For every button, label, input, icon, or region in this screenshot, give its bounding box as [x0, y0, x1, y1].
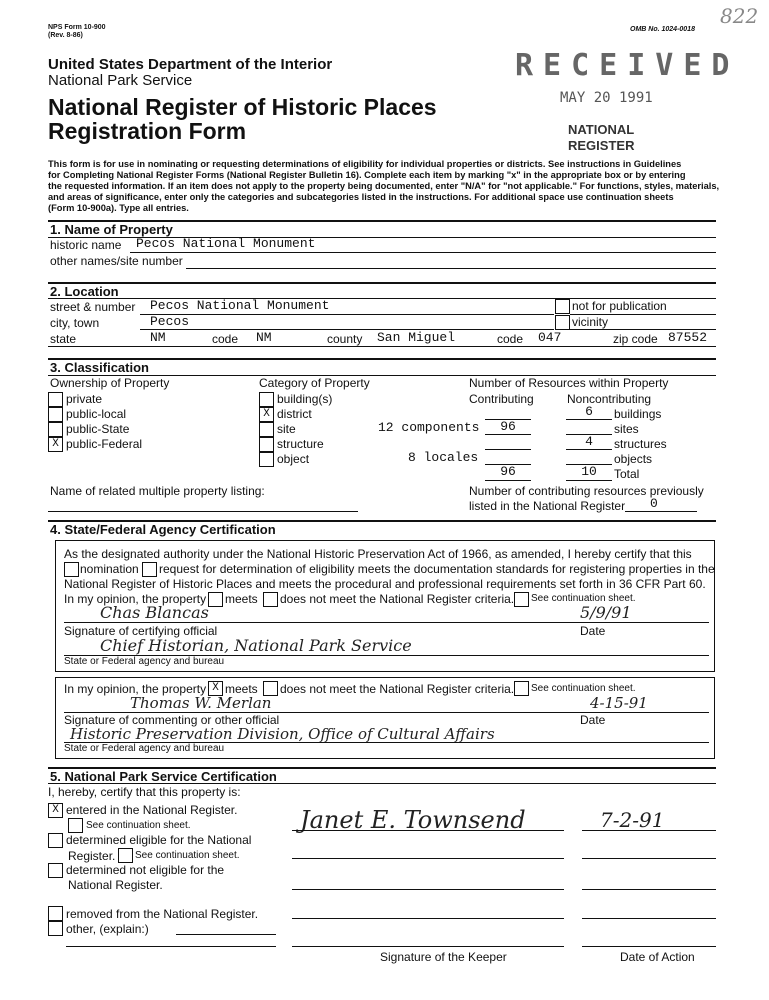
historic-name-label: historic name	[50, 238, 122, 252]
resource-row-label: structures	[614, 437, 667, 451]
certifying-agency[interactable]: Chief Historian, National Park Service	[100, 636, 412, 655]
city-value[interactable]: Pecos	[150, 314, 190, 329]
category-label: building(s)	[277, 392, 333, 406]
resources-heading: Number of Resources within Property	[469, 376, 669, 390]
not-eligible-label-2: National Register.	[68, 878, 163, 892]
certification-text-2: request for determination of eligibility meets the documentation standards for registering properties in the	[159, 562, 715, 576]
instructions-line: (Form 10-900a). Type all entries.	[48, 203, 189, 213]
entered-label: entered in the National Register.	[66, 803, 238, 817]
instructions-line: for Completing National Register Forms (National Register Bulletin 16). Complete each item by marking "x" in the appropriate box or by entering	[48, 170, 686, 180]
agency-name: National Park Service	[48, 72, 193, 89]
not-meets-label-1: does not meet the National Register criteria.	[280, 592, 515, 606]
section-2-heading: 2. Location	[50, 284, 119, 299]
certifying-signature-label: Signature of certifying official	[64, 624, 218, 638]
meets-checkbox-1[interactable]	[208, 592, 223, 607]
category-checkbox-district[interactable]: X	[259, 407, 274, 422]
state-label: state	[50, 332, 77, 346]
vicinity-checkbox[interactable]	[555, 315, 570, 330]
section-5-heading: 5. National Park Service Certification	[50, 769, 277, 784]
department-name: United States Department of the Interior	[48, 56, 333, 73]
certification-text-1: As the designated authority under the National Historic Preservation Act of 1966, as amended, I hereby certify that this	[64, 547, 692, 561]
not-for-publication-label: not for publication	[572, 299, 667, 313]
not-eligible-checkbox[interactable]	[48, 863, 63, 878]
category-label: district	[277, 407, 312, 421]
continuation-label-1: See continuation sheet.	[531, 593, 636, 604]
category-label: site	[277, 422, 296, 436]
ownership-checkbox-public-state[interactable]	[48, 422, 63, 437]
continuation-checkbox-3[interactable]	[68, 818, 83, 833]
not-for-publication-checkbox[interactable]	[555, 299, 570, 314]
ownership-checkbox-public-local[interactable]	[48, 407, 63, 422]
removed-label: removed from the National Register.	[66, 907, 259, 921]
vicinity-label: vicinity	[572, 315, 609, 329]
opinion-label-1: In my opinion, the property	[64, 592, 207, 606]
section-1-heading: 1. Name of Property	[50, 222, 173, 237]
request-checkbox[interactable]	[142, 562, 157, 577]
continuation-label-4: See continuation sheet.	[135, 850, 240, 861]
certifying-signature[interactable]: Chas Blancas	[100, 603, 209, 622]
instructions-line: and areas of significance, enter only the categories and subcategories listed in the instructions. For additional space use continuation sheets	[48, 192, 674, 202]
opinion-label-2: In my opinion, the property	[64, 682, 207, 696]
resource-row-label: sites	[614, 422, 639, 436]
instructions-line: the requested information. If an item does not apply to the property being documented, enter "N/A" for "not applicable." For functions, styles, materials,	[48, 181, 720, 191]
category-checkbox-object[interactable]	[259, 452, 274, 467]
eligible-label: determined eligible for the National	[66, 833, 252, 847]
continuation-checkbox-2[interactable]	[514, 681, 529, 696]
state-value[interactable]: NM	[150, 330, 166, 345]
resource-row-label: buildings	[614, 407, 662, 421]
category-label: structure	[277, 437, 324, 451]
meets-label-2: meets	[225, 682, 258, 696]
nomination-checkbox[interactable]	[64, 562, 79, 577]
meets-label-1: meets	[225, 592, 258, 606]
section-3-heading: 3. Classification	[50, 360, 149, 375]
sites-note: 12 components	[378, 420, 480, 435]
other-label: other, (explain:)	[66, 922, 149, 936]
category-heading: Category of Property	[259, 376, 370, 390]
state-code-value[interactable]: NM	[256, 330, 272, 345]
action-date-label: Date of Action	[620, 950, 695, 964]
category-checkbox-structure[interactable]	[259, 437, 274, 452]
form-title-line1: National Register of Historic Places	[48, 94, 437, 120]
previously-listed-label-2: listed in the National Register	[469, 499, 626, 513]
certifying-date-label: Date	[580, 624, 606, 638]
related-listing-label: Name of related multiple property listing:	[50, 484, 265, 498]
county-code-label: code	[497, 332, 524, 346]
entered-checkbox[interactable]: X	[48, 803, 63, 818]
ownership-label: public-local	[66, 407, 127, 421]
meets-checkbox-2[interactable]: X	[208, 681, 223, 696]
commenting-signature-label: Signature of commenting or other official	[64, 713, 280, 727]
city-label: city, town	[50, 316, 100, 330]
other-checkbox[interactable]	[48, 921, 63, 936]
form-title-line2: Registration Form	[48, 118, 247, 144]
received-date-stamp: MAY 20 1991	[560, 90, 653, 106]
omb-number: OMB No. 1024-0018	[630, 26, 695, 33]
nomination-label: nomination	[80, 562, 139, 576]
buildings-noncontributing[interactable]: 6	[585, 404, 593, 419]
commenting-date[interactable]: 4-15-91	[590, 694, 648, 712]
not-eligible-label: determined not eligible for the	[66, 863, 225, 877]
resource-row-label: objects	[614, 452, 653, 466]
removed-checkbox[interactable]	[48, 906, 63, 921]
total-noncontributing[interactable]: 10	[581, 464, 597, 479]
historic-name-value[interactable]: Pecos National Monument	[136, 236, 316, 251]
received-stamp: RECEIVED	[515, 48, 740, 83]
not-meets-label-2: does not meet the National Register criteria.	[280, 682, 515, 696]
ownership-checkbox-private[interactable]	[48, 392, 63, 407]
certifying-agency-label: State or Federal agency and bureau	[64, 656, 225, 667]
certification-text-3: National Register of Historic Places and meets the procedural and professional requirements set forth in 36 CFR Part 60.	[64, 577, 706, 591]
action-date[interactable]: 7-2-91	[600, 808, 665, 832]
ownership-label: public-State	[66, 422, 130, 436]
ownership-checkbox-public-federal[interactable]: X	[48, 437, 63, 452]
contributing-heading: Contributing	[469, 392, 534, 406]
commenting-date-label: Date	[580, 713, 606, 727]
previously-listed-label: Number of contributing resources previously	[469, 484, 704, 498]
category-label: object	[277, 452, 310, 466]
sites-contributing[interactable]: 96	[500, 419, 516, 434]
category-checkbox-site[interactable]	[259, 422, 274, 437]
not-meets-checkbox-1[interactable]	[263, 592, 278, 607]
county-code-value[interactable]: 047	[538, 330, 562, 345]
objects-note: 8 locales	[408, 450, 479, 465]
register-stamp-line1: NATIONAL	[568, 122, 635, 137]
zip-value[interactable]: 87552	[668, 330, 708, 345]
section-4-heading: 4. State/Federal Agency Certification	[50, 522, 276, 537]
corner-mark: 822	[720, 4, 759, 28]
eligible-label-2: Register.	[68, 849, 116, 863]
county-label: county	[327, 332, 363, 346]
commenting-agency-label: State or Federal agency and bureau	[64, 743, 225, 754]
certifying-date[interactable]: 5/9/91	[580, 603, 632, 622]
instructions	[48, 159, 724, 214]
ownership-label: private	[66, 392, 103, 406]
category-checkbox-buildings[interactable]	[259, 392, 274, 407]
zip-label: zip code	[613, 332, 658, 346]
nps-certify-intro: I, hereby, certify that this property is:	[48, 785, 241, 799]
structures-noncontributing[interactable]: 4	[585, 434, 593, 449]
resource-row-label: Total	[614, 467, 640, 481]
commenting-signature[interactable]: Thomas W. Merlan	[130, 694, 272, 712]
register-stamp-line2: REGISTER	[568, 138, 635, 153]
street-label: street & number	[50, 300, 136, 314]
previously-listed-value[interactable]: 0	[650, 496, 658, 511]
continuation-label-2: See continuation sheet.	[531, 683, 636, 694]
continuation-checkbox-1[interactable]	[514, 592, 529, 607]
keeper-signature[interactable]: Janet E. Townsend	[300, 806, 526, 834]
commenting-agency[interactable]: Historic Preservation Division, Office of Cultural Affairs	[70, 725, 495, 743]
continuation-checkbox-4[interactable]	[118, 848, 133, 863]
street-value[interactable]: Pecos National Monument	[150, 298, 330, 313]
form-number: NPS Form 10-900	[48, 24, 106, 31]
keeper-signature-label: Signature of the Keeper	[380, 950, 507, 964]
total-contributing[interactable]: 96	[500, 464, 516, 479]
ownership-label: public-Federal	[66, 437, 143, 451]
noncontributing-heading: Noncontributing	[567, 392, 652, 406]
county-value[interactable]: San Miguel	[377, 330, 456, 345]
ownership-heading: Ownership of Property	[50, 376, 170, 390]
instructions-line: This form is for use in nominating or requesting determinations of eligibility for individual properties or districts. See instructions in Guidelines	[48, 159, 682, 169]
other-names-label: other names/site number	[50, 254, 183, 268]
state-code-label: code	[212, 332, 239, 346]
continuation-label-3: See continuation sheet.	[86, 820, 191, 831]
form-revision: (Rev. 8-86)	[48, 32, 83, 39]
eligible-checkbox[interactable]	[48, 833, 63, 848]
